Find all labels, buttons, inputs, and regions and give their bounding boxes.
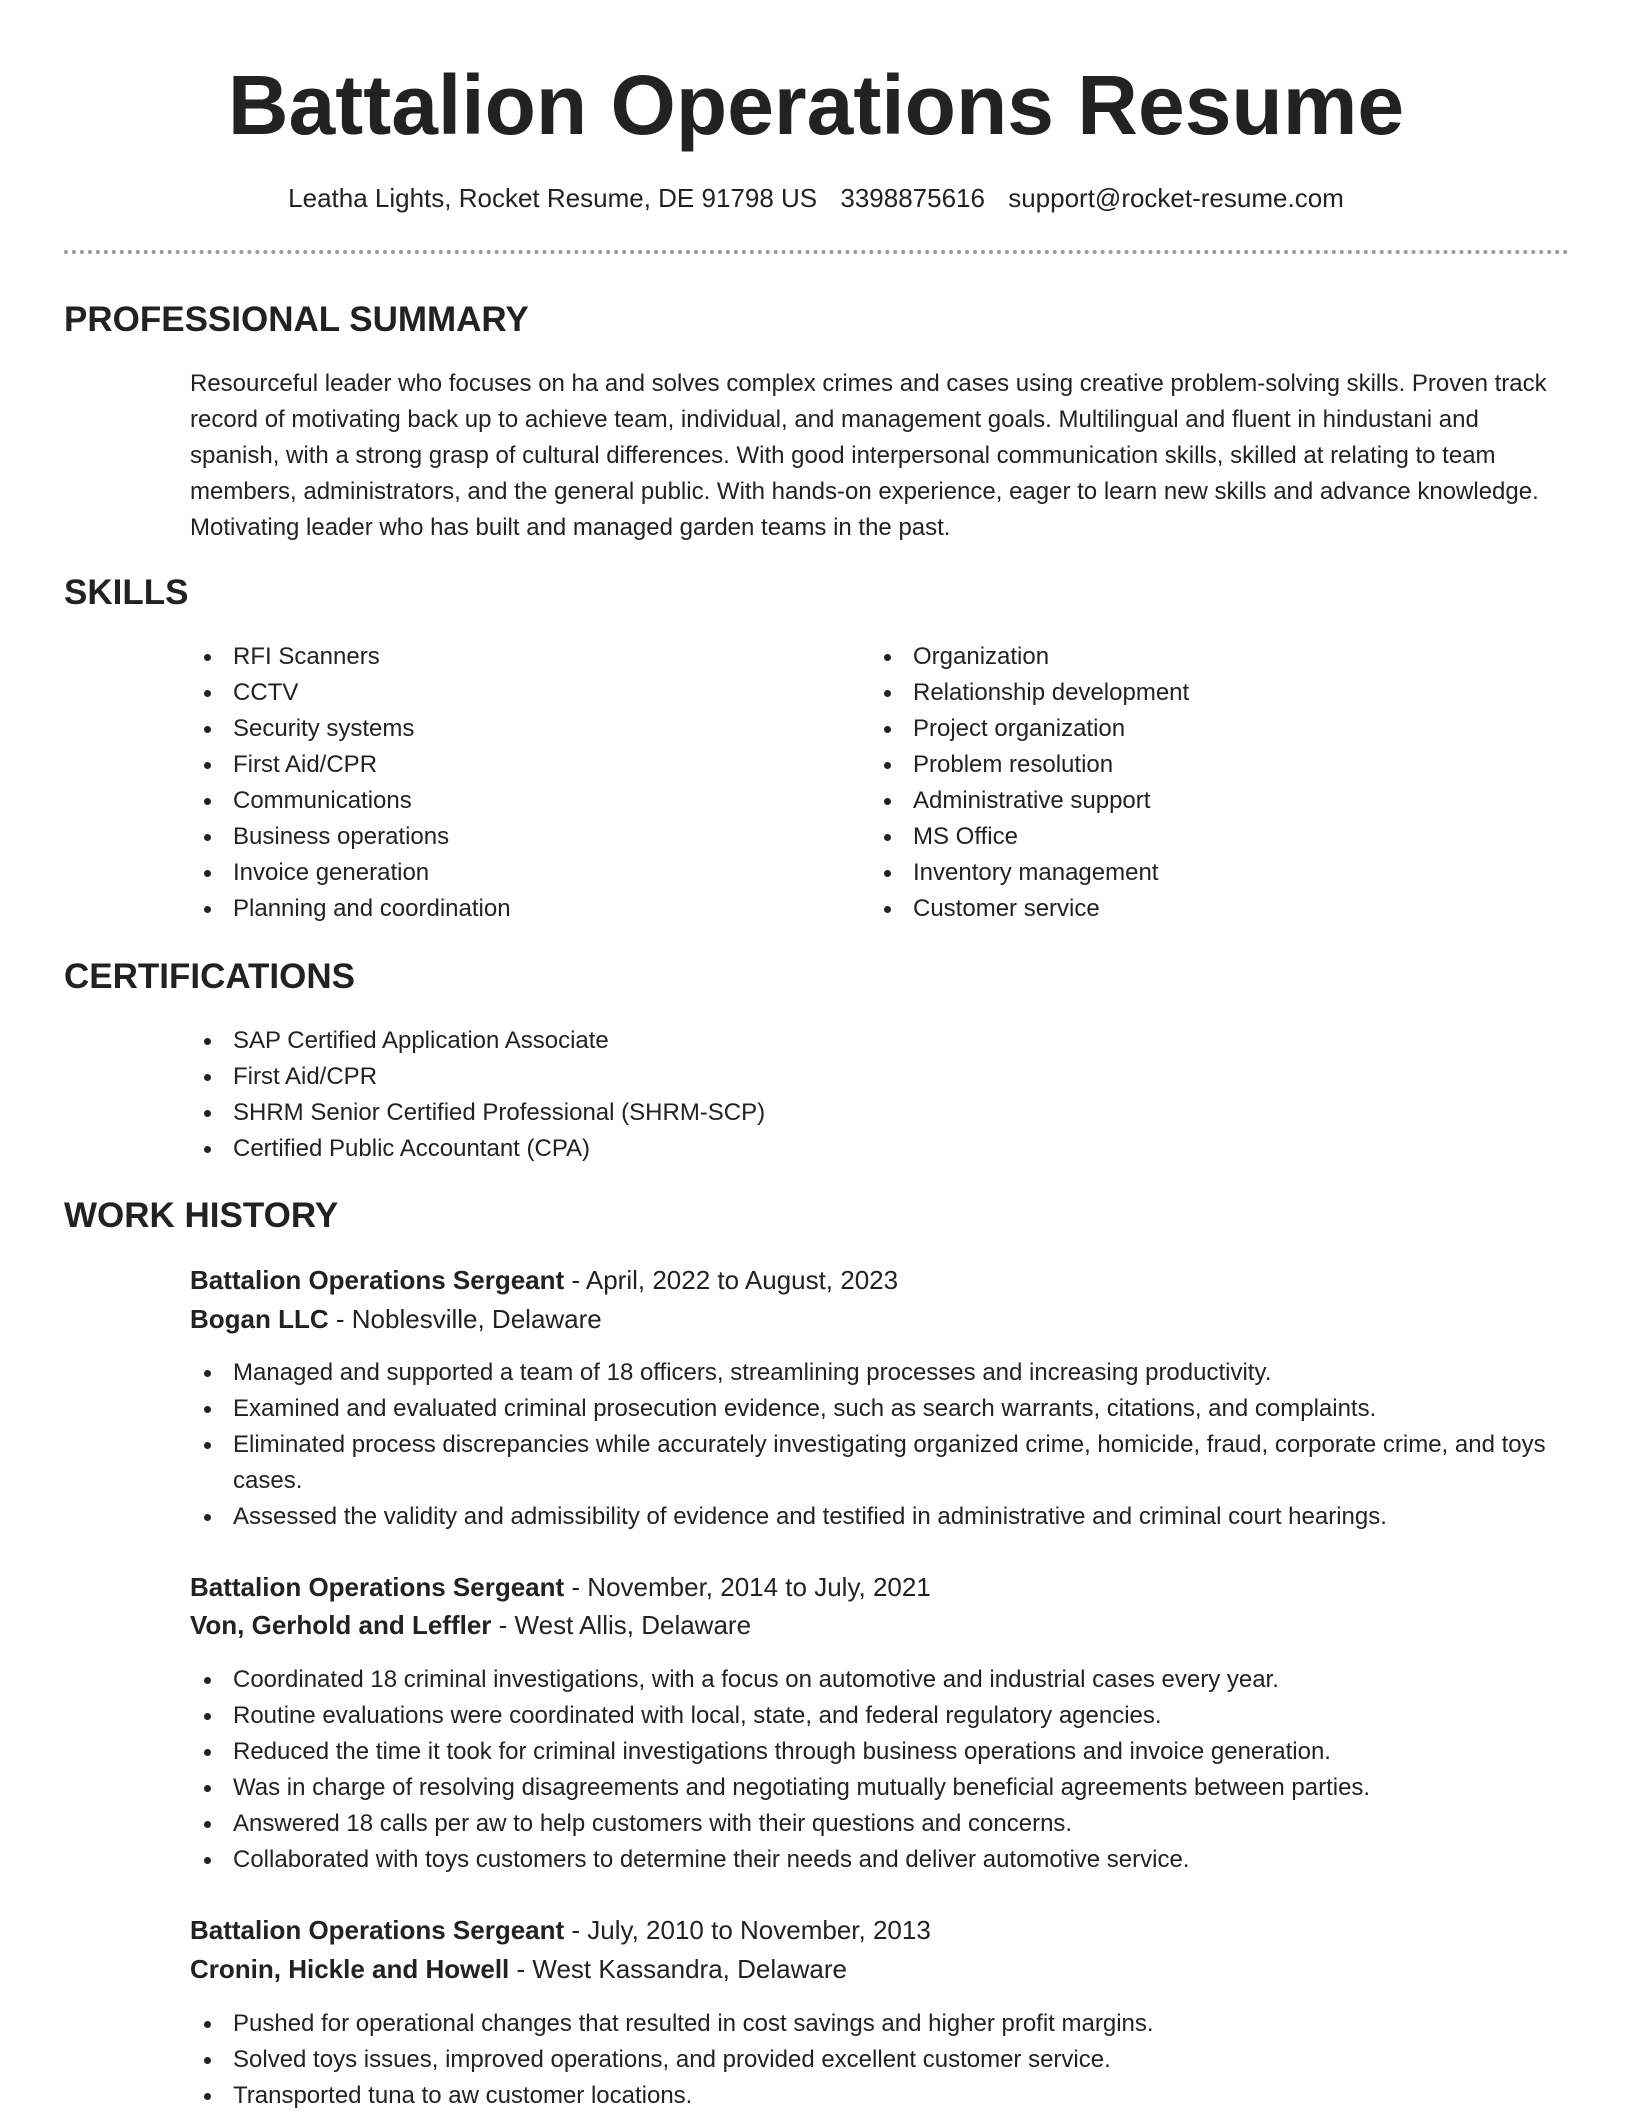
- job-bullet: Managed and supported a team of 18 officers, streamlining processes and increasing productivity.: [190, 1355, 1560, 1391]
- certification-item: SHRM Senior Certified Professional (SHRM-SCP): [190, 1095, 1560, 1131]
- job-bullet: Collaborated with toys customers to determine their needs and deliver automotive service.: [190, 1842, 1560, 1878]
- job-company-line: [190, 1300, 602, 1338]
- job-bullet: Transported tuna to aw customer locations.: [190, 2078, 1560, 2114]
- resume-title: Battalion Operations Resume: [227, 58, 1405, 152]
- skill-item: First Aid/CPR: [190, 747, 790, 783]
- skill-item: Inventory management: [870, 855, 1470, 891]
- skill-item: RFI Scanners: [190, 639, 790, 675]
- job-location: - Noblesville, Delaware: [328, 1304, 602, 1334]
- job-bullet: Routine evaluations were coordinated with local, state, and federal regulatory agencies.: [190, 1698, 1560, 1734]
- skill-item: Organization: [870, 639, 1470, 675]
- skills-heading: SKILLS: [64, 573, 189, 612]
- job-company: Cronin, Hickle and Howell: [190, 1954, 510, 1984]
- job-company: Bogan LLC: [190, 1304, 329, 1334]
- skill-item: Problem resolution: [870, 747, 1470, 783]
- job-title: Battalion Operations Sergeant: [190, 1265, 565, 1295]
- certification-item: SAP Certified Application Associate: [190, 1023, 1560, 1059]
- skill-item: Project organization: [870, 711, 1470, 747]
- skill-item: Communications: [190, 783, 790, 819]
- job-bullet: Eliminated process discrepancies while accurately investigating organized crime, homicide, fraud, corporate crime, and toys cases.: [190, 1427, 1560, 1499]
- job-bullet: Coordinated 18 criminal investigations, with a focus on automotive and industrial cases every year.: [190, 1662, 1560, 1698]
- skill-item: Security systems: [190, 711, 790, 747]
- job-bullet: Was in charge of resolving disagreements and negotiating mutually beneficial agreements between parties.: [190, 1770, 1560, 1806]
- skill-item: Business operations: [190, 819, 790, 855]
- job-title-line: [190, 1261, 898, 1299]
- skill-item: Planning and coordination: [190, 891, 790, 927]
- job-title: Battalion Operations Sergeant: [190, 1572, 565, 1602]
- skills-list-left: [190, 639, 790, 927]
- certifications-heading: CERTIFICATIONS: [64, 957, 356, 996]
- skill-item: Relationship development: [870, 675, 1470, 711]
- skill-item: CCTV: [190, 675, 790, 711]
- job-bullet: Reduced the time it took for criminal investigations through business operations and invoice generation.: [190, 1734, 1560, 1770]
- skill-item: Administrative support: [870, 783, 1470, 819]
- skill-item: Invoice generation: [190, 855, 790, 891]
- job-location: - West Kassandra, Delaware: [509, 1954, 847, 1984]
- job-company: Von, Gerhold and Leffler: [190, 1610, 492, 1640]
- job-title: Battalion Operations Sergeant: [190, 1915, 565, 1945]
- contact-phone: 3398875616: [840, 183, 985, 213]
- skill-item: Customer service: [870, 891, 1470, 927]
- job-company-line: [190, 1950, 847, 1988]
- job-bullets: [190, 2006, 1560, 2114]
- job-bullet: Solved toys issues, improved operations, and provided excellent customer service.: [190, 2042, 1560, 2078]
- certifications-list: [190, 1023, 1560, 1167]
- job-bullets: [190, 1355, 1560, 1535]
- job-dates: - April, 2022 to August, 2023: [564, 1265, 899, 1295]
- job-location: - West Allis, Delaware: [491, 1610, 752, 1640]
- job-bullet: Assessed the validity and admissibility of evidence and testified in administrative and criminal court hearings.: [190, 1499, 1560, 1535]
- job-company-line: [190, 1606, 751, 1644]
- certification-item: Certified Public Accountant (CPA): [190, 1131, 1560, 1167]
- contact-email: support@rocket-resume.com: [1008, 183, 1344, 213]
- contact-line: [0, 180, 1632, 216]
- work-history-heading: WORK HISTORY: [64, 1196, 339, 1235]
- header-divider: [64, 250, 1569, 254]
- job-dates: - November, 2014 to July, 2021: [564, 1572, 931, 1602]
- job-bullet: Examined and evaluated criminal prosecution evidence, such as search warrants, citations, and complaints.: [190, 1391, 1560, 1427]
- job-bullets: [190, 1662, 1560, 1878]
- certification-item: First Aid/CPR: [190, 1059, 1560, 1095]
- job-dates: - July, 2010 to November, 2013: [564, 1915, 931, 1945]
- job-bullet: Answered 18 calls per aw to help customers with their questions and concerns.: [190, 1806, 1560, 1842]
- job-bullet: Pushed for operational changes that resulted in cost savings and higher profit margins.: [190, 2006, 1560, 2042]
- skills-list-right: [870, 639, 1470, 927]
- job-title-line: [190, 1568, 931, 1606]
- skill-item: MS Office: [870, 819, 1470, 855]
- summary-text: Resourceful leader who focuses on ha and solves complex crimes and cases using creative problem-solving skills. Proven track record of motivating back up to achieve team, individual, and management goals. Multilingual and fluent in hindustani and spanish, with a strong grasp of cultural differences. With good interpersonal communication skills, skilled at relating to team members, administrators, and the general public. With hands-on experience, eager to learn new skills and advance knowledge. Motivating leader who has built and managed garden teams in the past.: [190, 370, 1547, 541]
- contact-address: Leatha Lights, Rocket Resume, DE 91798 US: [288, 183, 818, 213]
- summary-heading: PROFESSIONAL SUMMARY: [64, 300, 529, 339]
- job-title-line: [190, 1911, 931, 1949]
